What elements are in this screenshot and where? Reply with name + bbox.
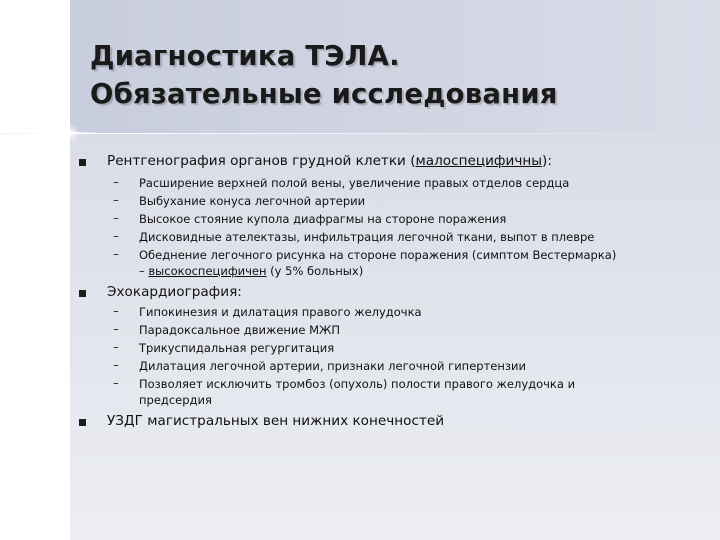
continuation-link-text: высокоспецифичен bbox=[148, 264, 267, 278]
section-heading-duplex: УЗДГ магистральных вен нижних конечностей bbox=[107, 413, 445, 429]
title-line-1: Диагностика ТЭЛА. bbox=[90, 40, 400, 72]
dash-marker: – bbox=[113, 229, 119, 243]
dash-marker: – bbox=[113, 376, 119, 390]
list-item: Дилатация легочной артерии, признаки легочной гипертензии bbox=[139, 359, 526, 373]
list-item: Выбухание конуса легочной артерии bbox=[139, 194, 366, 208]
list-item: Обеднение легочного рисунка на стороне поражения (симптом Вестермарка) bbox=[139, 248, 617, 262]
list-item: Трикуспидальная регургитация bbox=[139, 341, 335, 355]
continuation-text: – bbox=[139, 264, 149, 278]
section-heading-xray bbox=[107, 153, 552, 169]
dash-marker: – bbox=[113, 247, 119, 261]
horizontal-guide-line bbox=[0, 133, 720, 134]
list-item-continuation: предсердия bbox=[139, 393, 212, 407]
dash-marker: – bbox=[113, 175, 119, 189]
continuation-text-end: (у 5% больных) bbox=[266, 264, 364, 278]
list-item: Дисковидные ателектазы, инфильтрация легочной ткани, выпот в плевре bbox=[139, 230, 595, 244]
section-heading-echo: Эхокардиография: bbox=[107, 284, 242, 300]
heading-text-end: ): bbox=[542, 153, 552, 169]
dash-marker: – bbox=[113, 322, 119, 336]
page-title bbox=[90, 37, 558, 113]
heading-link-text: малоспецифичны bbox=[415, 153, 543, 169]
bullet-square-icon bbox=[79, 290, 86, 297]
vertical-guide-line bbox=[68, 14, 69, 534]
list-item: Гипокинезия и дилатация правого желудочка bbox=[139, 305, 422, 319]
dash-marker: – bbox=[113, 193, 119, 207]
dash-marker: – bbox=[113, 358, 119, 372]
list-item: Позволяет исключить тромбоз (опухоль) полости правого желудочка и bbox=[139, 377, 576, 391]
bullet-square-icon bbox=[79, 419, 86, 426]
dash-marker: – bbox=[113, 211, 119, 225]
slide-left-margin bbox=[0, 0, 70, 540]
heading-text: Рентгенография органов грудной клетки ( bbox=[107, 153, 416, 169]
list-item-continuation bbox=[139, 263, 363, 279]
list-item: Высокое стояние купола диафрагмы на стороне поражения bbox=[139, 212, 507, 226]
bullet-square-icon bbox=[79, 159, 86, 166]
dash-marker: – bbox=[113, 304, 119, 318]
dash-marker: – bbox=[113, 340, 119, 354]
list-item: Парадоксальное движение МЖП bbox=[139, 323, 341, 337]
title-line-2: Обязательные исследования bbox=[90, 78, 558, 110]
list-item: Расширение верхней полой вены, увеличение правых отделов сердца bbox=[139, 176, 570, 190]
